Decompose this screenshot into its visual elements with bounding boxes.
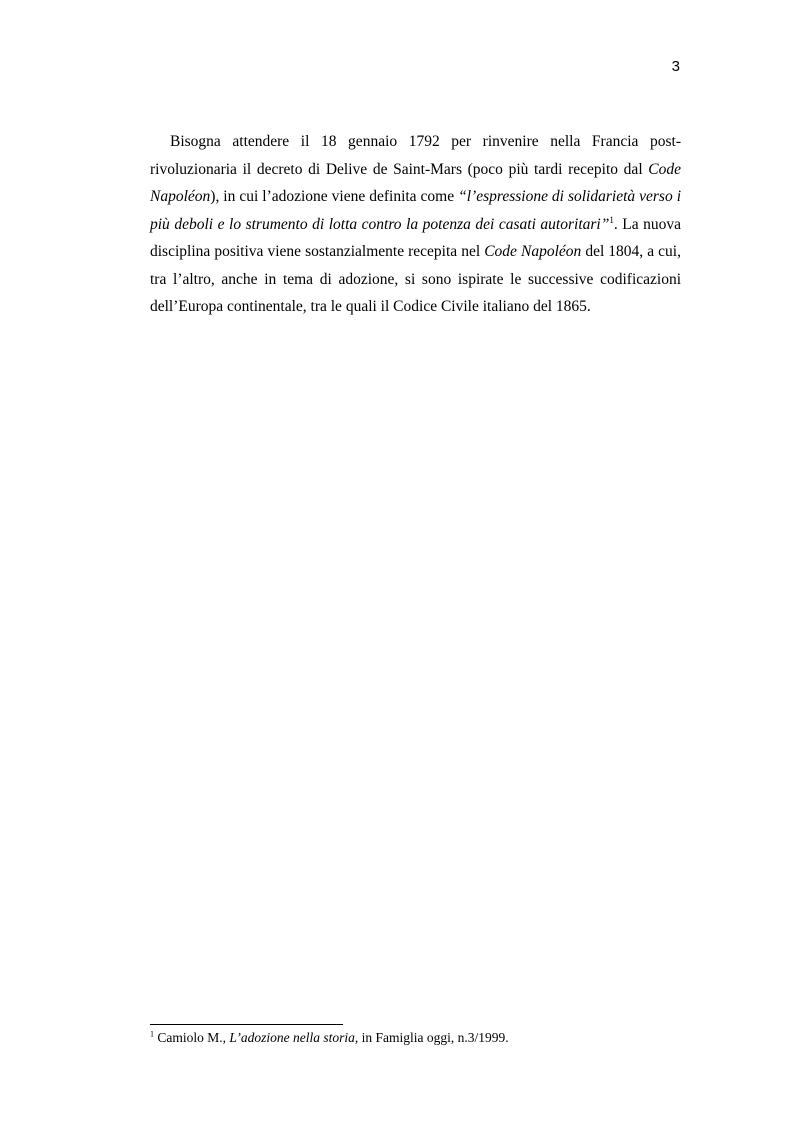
- quotation: “l’espressione di solidarietà verso i più deboli e lo strumento di lotta contro la potenza dei casati autoritari”: [150, 188, 681, 233]
- code-napoleon-title-2: Code Napoléon: [484, 243, 582, 260]
- footnote-title: L’adozione nella storia,: [229, 1030, 359, 1045]
- paragraph-text-part-1: Bisogna attendere il 18 gennaio 1792 per rinvenire nella Francia post-rivoluzionaria il decreto di Delive de Saint-Mars (poco più tardi recepito dal: [150, 133, 681, 178]
- footnote-marker: 1: [150, 1029, 154, 1039]
- paragraph-text-part-3: . La nuova disciplina positiva viene sostanzialmente recepita nel: [150, 215, 682, 260]
- body-paragraph: [150, 128, 681, 321]
- footnote: [150, 1029, 681, 1047]
- page-number: 3: [671, 58, 680, 75]
- paragraph-text-part-2: ), in cui l’adozione viene definita come: [210, 188, 459, 205]
- paragraph-text-part-4: del 1804, a cui, tra l’altro, anche in tema di adozione, si sono ispirate le successive codificazioni dell’Europa continentale, tra le quali il Codice Civile italiano del 1865.: [150, 243, 681, 315]
- footnote-author: Camiolo M.,: [154, 1030, 230, 1045]
- footnote-source: in Famiglia oggi, n.3/1999.: [358, 1030, 509, 1045]
- code-napoleon-title-1: Code Napoléon: [150, 160, 681, 205]
- footnote-separator: [150, 1024, 343, 1025]
- footnote-reference[interactable]: 1: [609, 214, 614, 225]
